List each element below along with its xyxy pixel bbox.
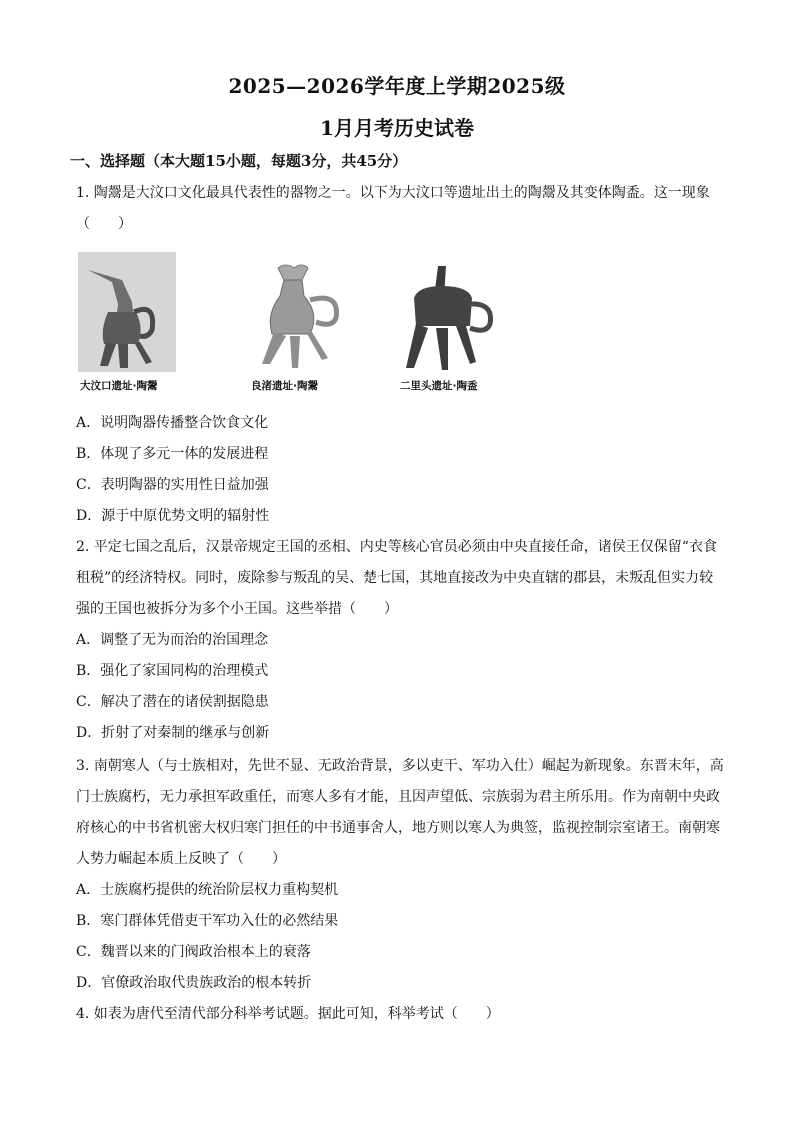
question-3-option-d: D．官僚政治取代贵族政治的根本转折 xyxy=(76,975,312,991)
question-3-text: 3. 南朝寒人（与士族相对，先世不显、无政治背景，多以吏干、军功入仕）崛起为新现象。东晋末年，高 xyxy=(76,758,724,774)
pottery-gui-icon xyxy=(250,252,345,372)
pottery-he-icon xyxy=(398,252,498,372)
question-1-option-d: D．源于中原优势文明的辐射性 xyxy=(76,508,270,524)
question-1-blank: （ ） xyxy=(76,216,132,232)
question-2-text-line-3: 强的王国也被拆分为多个小王国。这些举措（ ） xyxy=(76,601,398,617)
pottery-figure-1 xyxy=(78,252,176,372)
question-2-option-c: C．解决了潜在的诸侯割据隐患 xyxy=(76,694,269,710)
pottery-figure-3 xyxy=(398,252,498,372)
exam-title: 2025—2026学年度上学期2025级 xyxy=(228,74,566,98)
question-2-option-d: D．折射了对秦制的继承与创新 xyxy=(76,725,270,741)
question-2-text: 2. 平定七国之乱后，汉景帝规定王国的丞相、内史等核心官员必须由中央直接任命，诸侯王仅保留“衣食 xyxy=(76,539,717,555)
question-3-option-a: A．士族腐朽提供的统治阶层权力重构契机 xyxy=(76,882,339,898)
question-3-text-line-2: 门士族腐朽，无力承担军政重任，而寒人多有才能，且因声望低、宗族弱为君主所乐用。作为南朝中央政 xyxy=(76,789,720,805)
question-1-option-a: A．说明陶器传播整合饮食文化 xyxy=(76,415,269,431)
question-3-option-b: B．寒门群体凭借吏干军功入仕的必然结果 xyxy=(76,913,339,929)
question-1-text: 1. 陶鬶是大汶口文化最具代表性的器物之一。以下为大汶口等遗址出土的陶鬶及其变体陶盉。这一现象 xyxy=(76,185,710,201)
figure-caption-2: 良渚遗址·陶鬶 xyxy=(251,380,318,392)
figure-caption-1: 大汶口遗址·陶鬶 xyxy=(80,380,158,392)
question-1-option-b: B．体现了多元一体的发展进程 xyxy=(76,446,269,462)
pottery-figure-2 xyxy=(250,252,345,372)
question-3-option-c: C．魏晋以来的门阀政治根本上的衰落 xyxy=(76,944,311,960)
question-2-text-line-2: 租税”的经济特权。同时，废除参与叛乱的吴、楚七国，其地直接改为中央直辖的郡县，未叛乱但实力较 xyxy=(76,570,714,586)
question-1-option-c: C．表明陶器的实用性日益加强 xyxy=(76,477,269,493)
question-2-option-b: B．强化了家国同构的治理模式 xyxy=(76,663,269,679)
section-heading: 一、选择题（本大题15小题，每题3分，共45分） xyxy=(70,152,408,170)
question-2-option-a: A．调整了无为而治的治国理念 xyxy=(76,632,269,648)
exam-subtitle: 1月月考历史试卷 xyxy=(320,116,474,140)
question-3-text-line-3: 府核心的中书省机密大权归寒门担任的中书通事舍人，地方则以寒人为典签，监视控制宗室诸王。南朝寒 xyxy=(76,820,720,836)
question-4-text: 4. 如表为唐代至清代部分科举考试题。据此可知，科举考试（ ） xyxy=(76,1006,500,1022)
pottery-gui-icon xyxy=(78,252,176,372)
question-3-text-line-4: 人势力崛起本质上反映了（ ） xyxy=(76,851,286,867)
figure-caption-3: 二里头遗址·陶盉 xyxy=(400,380,478,392)
